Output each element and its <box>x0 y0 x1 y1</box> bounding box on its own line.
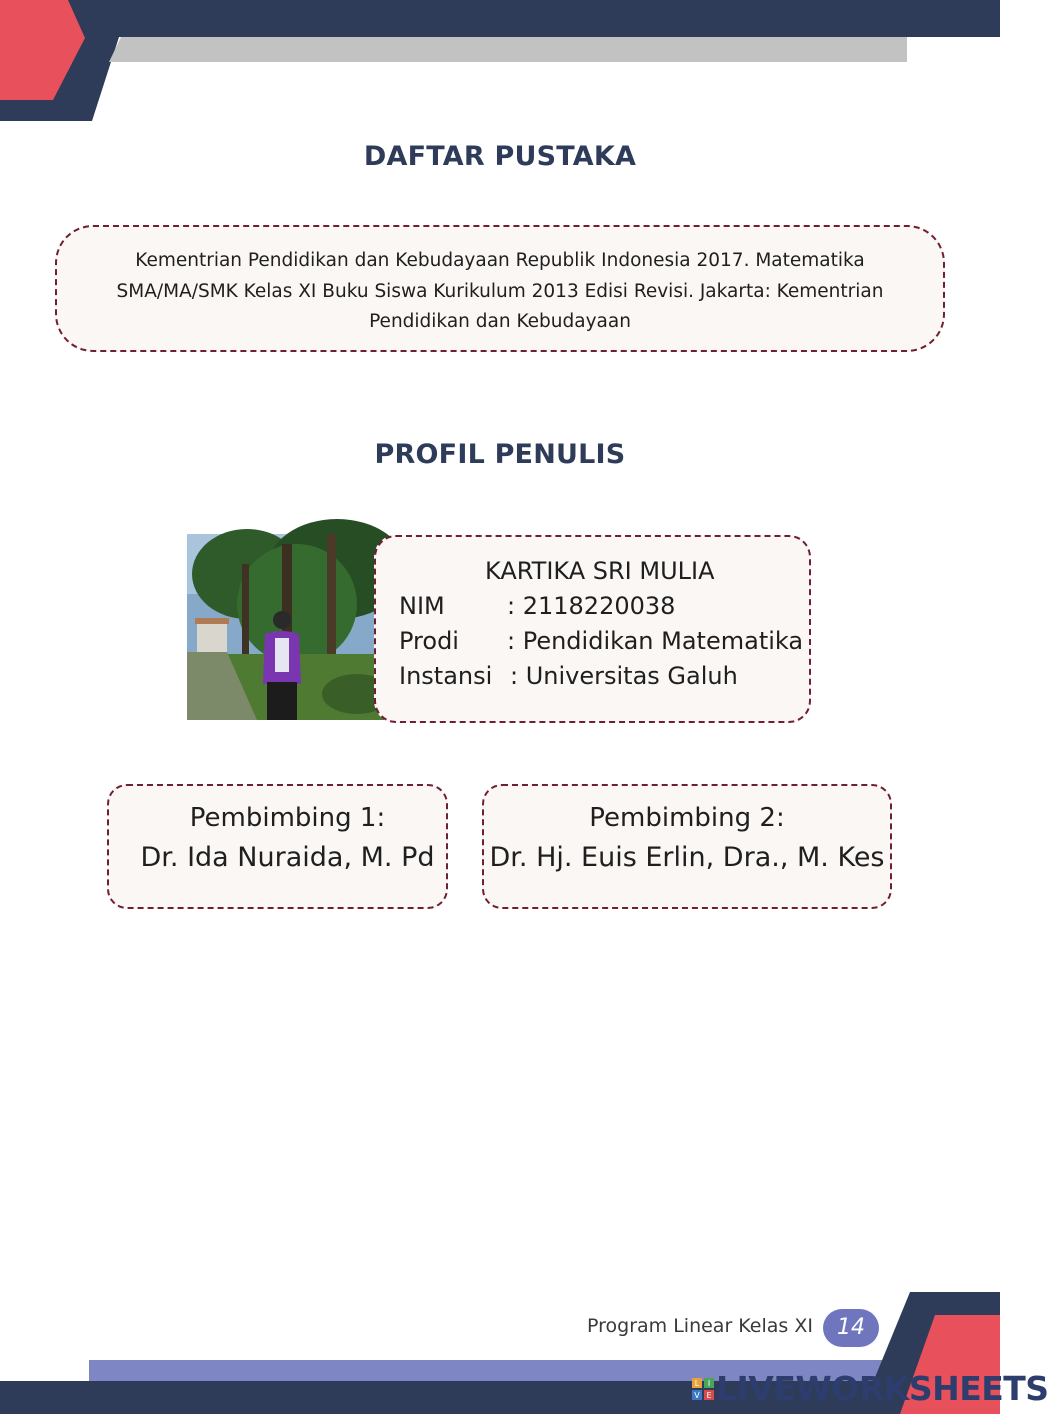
daftar-pustaka-title: DAFTAR PUSTAKA <box>363 141 637 172</box>
nim-label: NIM <box>399 592 445 620</box>
instansi-value: : Universitas Galuh <box>510 662 738 690</box>
advisor-1-name: Dr. Ida Nuraida, M. Pd <box>140 842 435 873</box>
reference-text: Kementrian Pendidikan dan Kebudayaan Republik Indonesia 2017. Matematika SMA/MA/SMK Kelas XI Buku Siswa Kurikulum 2013 Edisi Revisi. Jakarta: Kementrian Pendidikan dan Kebudayaan <box>116 250 884 332</box>
page-number-badge: 14 <box>823 1309 879 1347</box>
nim-value: : 2118220038 <box>507 592 676 620</box>
advisor-2-name: Dr. Hj. Euis Erlin, Dra., M. Kes <box>489 842 885 873</box>
profil-penulis-title: PROFIL PENULIS <box>374 439 626 470</box>
author-photo <box>187 534 384 720</box>
logo-letter-i: I <box>707 1379 711 1388</box>
footer-book-title: Program Linear Kelas XI <box>587 1315 813 1337</box>
logo-letter-v: V <box>694 1391 700 1400</box>
instansi-label: Instansi <box>399 662 493 690</box>
header-gray-band <box>109 37 907 62</box>
advisor-1-label: Pembimbing 1: <box>189 803 386 833</box>
author-name: KARTIKA SRI MULIA <box>485 557 715 585</box>
liveworksheets-watermark: LIVEWORKSHEETS <box>716 1369 1049 1408</box>
prodi-value: : Pendidikan Matematika <box>507 627 804 655</box>
liveworksheets-logo-icon <box>692 1378 714 1400</box>
prodi-label: Prodi <box>399 627 459 655</box>
logo-letter-e: E <box>706 1391 712 1400</box>
logo-letter-l: L <box>694 1379 700 1388</box>
advisor-2-label: Pembimbing 2: <box>589 803 785 833</box>
